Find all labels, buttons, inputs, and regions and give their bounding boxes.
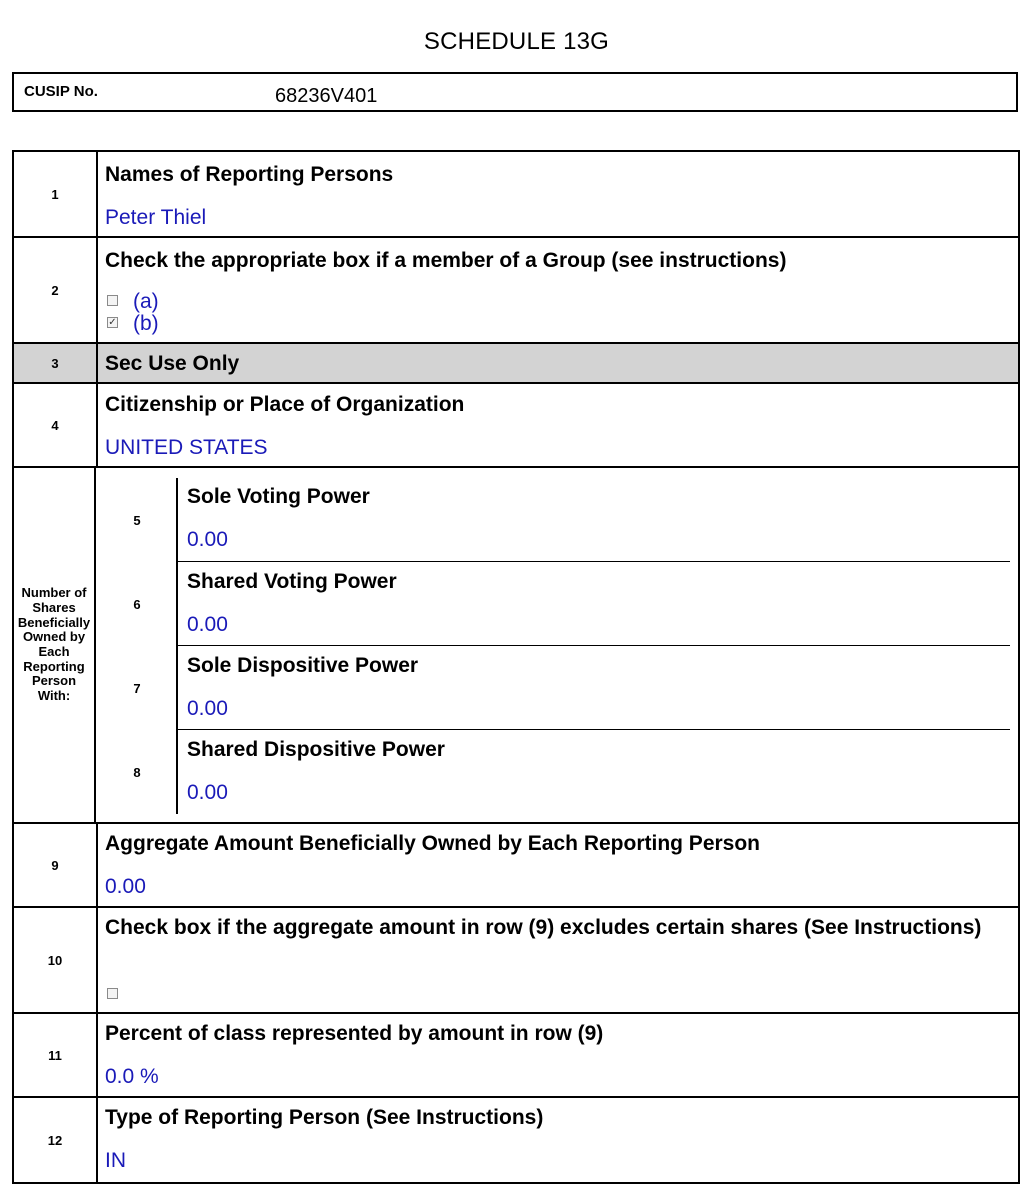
row-3: [14, 344, 1018, 384]
row-8: [98, 730, 1010, 814]
citizenship-value: UNITED STATES: [105, 436, 268, 459]
excludes-shares-checkbox[interactable]: [107, 988, 118, 999]
row-label: Names of Reporting Persons: [105, 163, 394, 186]
row-label: Sole Dispositive Power: [187, 654, 419, 677]
percent-of-class-value: 0.0 %: [105, 1065, 159, 1088]
row-12: [14, 1098, 1018, 1182]
row-number: 2: [14, 238, 98, 342]
page-title: SCHEDULE 13G: [423, 28, 610, 55]
shares-section: [14, 468, 1018, 824]
cusip-value: 68236V401: [275, 85, 378, 107]
shares-label: Number of Shares Beneficially Owned by Each Reporting Person With:: [14, 468, 96, 822]
row-label: Sole Voting Power: [187, 485, 370, 508]
group-a-label: (a): [133, 290, 159, 313]
row-number: 5: [98, 478, 178, 562]
row-number: 4: [14, 384, 98, 466]
row-label: Aggregate Amount Beneficially Owned by Each Reporting Person: [105, 832, 760, 855]
cusip-label: CUSIP No.: [24, 83, 98, 100]
sole-voting-power-value: 0.00: [187, 528, 228, 551]
row-number: 8: [98, 730, 178, 814]
row-4: [14, 384, 1018, 468]
row-number: 10: [14, 908, 98, 1012]
row-number: 3: [14, 344, 98, 382]
row-label: Citizenship or Place of Organization: [105, 393, 465, 416]
row-label: Type of Reporting Person (See Instructions): [105, 1106, 544, 1129]
row-number: 6: [98, 562, 178, 646]
row-label: Shared Voting Power: [187, 570, 397, 593]
group-b-label: (b): [133, 312, 159, 335]
row-10: [14, 908, 1018, 1014]
reporting-person-type-value: IN: [105, 1149, 126, 1172]
row-number: 1: [14, 152, 98, 236]
row-9: [14, 824, 1018, 908]
row-label: Check box if the aggregate amount in row (9) excludes certain shares (See Instructions): [105, 916, 982, 939]
row-6: [98, 562, 1010, 646]
row-label: Check the appropriate box if a member of a Group (see instructions): [105, 249, 787, 272]
group-a-checkbox[interactable]: [107, 295, 118, 306]
reporting-person-name: Peter Thiel: [105, 206, 207, 229]
sole-dispositive-power-value: 0.00: [187, 697, 228, 720]
group-b-checkbox[interactable]: ✓: [108, 317, 117, 328]
row-5: [98, 478, 1010, 562]
row-number: 11: [14, 1014, 98, 1096]
row-label: Percent of class represented by amount in row (9): [105, 1022, 604, 1045]
row-number: 9: [14, 824, 98, 906]
row-label: Sec Use Only: [105, 352, 240, 375]
row-11: [14, 1014, 1018, 1098]
aggregate-amount-value: 0.00: [105, 875, 146, 898]
cover-page-table: [12, 150, 1020, 1184]
shared-dispositive-power-value: 0.00: [187, 781, 228, 804]
row-number: 7: [98, 646, 178, 730]
cusip-box: [12, 72, 1018, 112]
row-1: [14, 152, 1018, 238]
row-label: Shared Dispositive Power: [187, 738, 445, 761]
shared-voting-power-value: 0.00: [187, 613, 228, 636]
row-2: [14, 238, 1018, 344]
row-7: [98, 646, 1010, 730]
row-number: 12: [14, 1098, 98, 1182]
